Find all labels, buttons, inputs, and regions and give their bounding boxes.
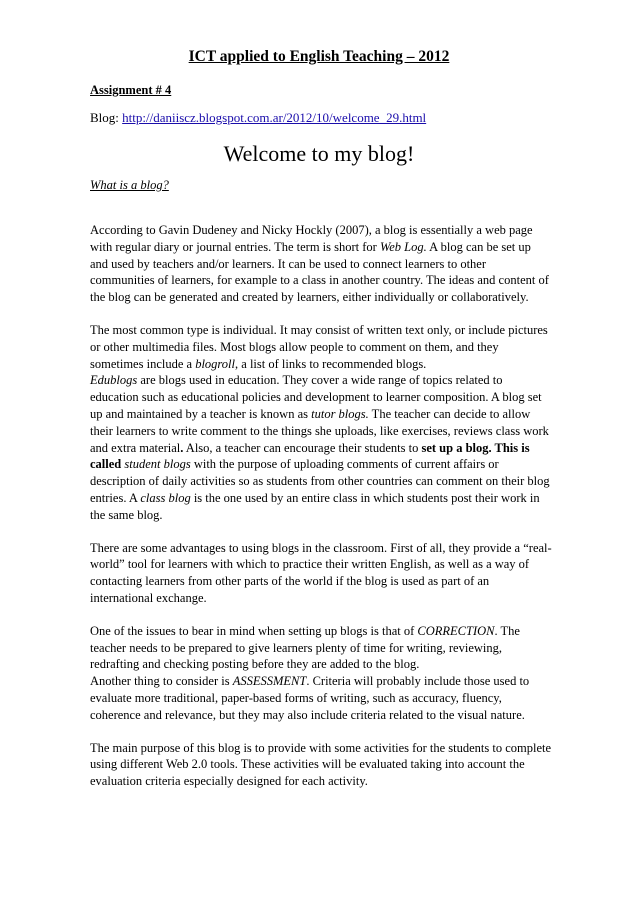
paragraph-assessment: Another thing to consider is ASSESSMENT. Criteria will probably include those used to evaluate more traditional, paper-based forms of writing, such as accuracy, fluency, coherence and relevance, but they may also include criteria related to the visual nature. (90, 674, 530, 722)
blog-line (90, 110, 426, 126)
document-title: ICT applied to English Teaching – 2012 (188, 48, 450, 65)
paragraph-purpose: The main purpose of this blog is to provide with some activities for the students to complete using different Web 2.0 tools. These activities will be evaluated taking into account the evaluation criteria especially designed for each activity. (90, 740, 552, 789)
blog-url-link[interactable]: http://daniiscz.blogspot.com.ar/2012/10/welcome_29.html (122, 110, 427, 125)
section-heading: What is a blog? (90, 178, 169, 192)
paragraph-correction: One of the issues to bear in mind when setting up blogs is that of CORRECTION. The teacher needs to be prepared to give learners plenty of time for writing, reviewing, redrafting and checking posting before they are added to the blog. (90, 623, 520, 672)
paragraph-definition: According to Gavin Dudeney and Nicky Hockly (2007), a blog is essentially a web page with regular diary or journal entries. The term is short for Web Log. A blog can be set up and used by teachers and/or learners. It can be used to connect learners to other communities of learners, for example to a class in another country. The ideas and content of the blog can be generated and created by learners, either individually or collaboratively. (90, 223, 549, 305)
paragraph-types: The most common type is individual. It may consist of written text only, or include pictures or other multimedia files. Most blogs allow people to comment on them, and they sometimes include a blogroll, a list of links to recommended blogs. (90, 322, 548, 371)
paragraph-edublogs: Edublogs are blogs used in education. They cover a wide range of topics related to education such as educational policies and development to learner composition. A blog set up and maintained by a teacher is known as tutor blogs. The teacher can decide to allow their learners to write comment to the things she uploads, like exercises, reviews class work and extra material. Also, a teacher can encourage their students to set up a blog. This is called student blogs with the purpose of uploading comments of current affairs or description of daily activities so as students from other countries can comment on their blog entries. A class blog is the one used by an entire class in which students post their work in the same blog. (90, 373, 550, 522)
assignment-number: Assignment # 4 (90, 83, 172, 97)
blog-label: Blog: (90, 110, 123, 125)
document-body (90, 222, 552, 806)
welcome-heading: Welcome to my blog! (223, 141, 415, 166)
paragraph-advantages: There are some advantages to using blogs in the classroom. First of all, they provide a “real-world” tool for learners with which to practice their written English, as well as a way of contacting learners from other parts of the world if the blog is used as part of an international exchange. (90, 540, 552, 605)
